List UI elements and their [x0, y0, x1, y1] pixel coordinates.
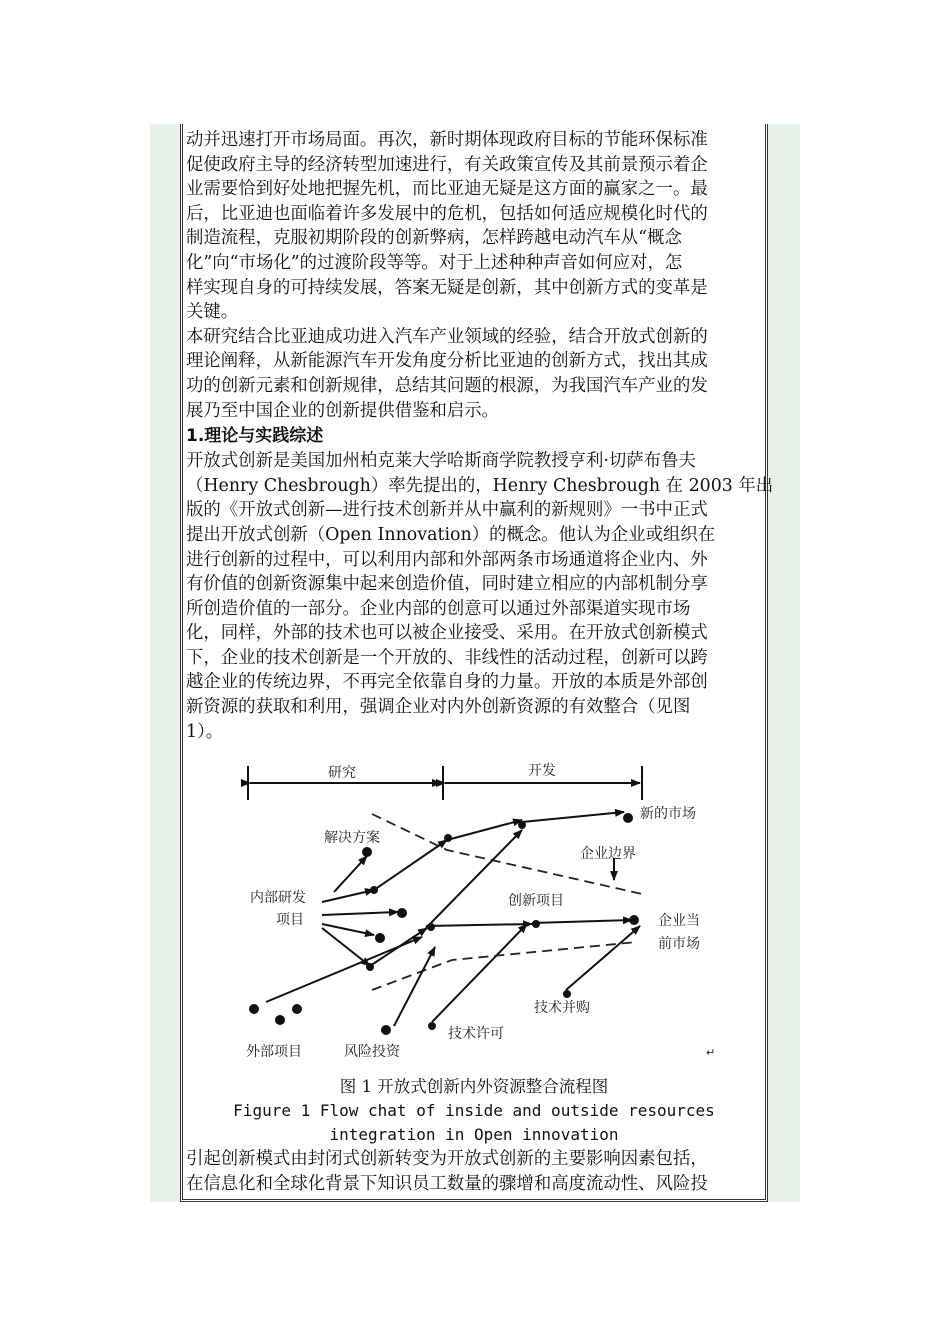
label-internal-rd-project: 项目	[276, 912, 304, 929]
label-current-market-2: 前市场	[658, 936, 700, 953]
label-internal-rd: 内部研发	[250, 890, 306, 907]
text-line: 促使政府主导的经济转型加速进行，有关政策宣传及其前景预示着企	[186, 154, 708, 175]
figure-caption-cn: 图 1 开放式创新内外资源整合流程图	[339, 1077, 609, 1097]
figure-caption-en-2: integration in Open innovation	[329, 1125, 619, 1145]
figure-open-innovation-flow	[212, 752, 738, 1064]
flow-arrows	[266, 812, 640, 1026]
paragraph-4	[186, 1147, 762, 1196]
section-heading: 1.理论与实践综述	[186, 426, 324, 447]
label-solution: 解决方案	[324, 830, 380, 847]
text-line: 后，比亚迪也面临着许多发展中的危机，包括如何适应规模化时代的	[186, 203, 708, 224]
document-body	[186, 128, 774, 1196]
label-new-market: 新的市场	[640, 806, 696, 823]
label-tech-license: 技术许可	[448, 1026, 504, 1043]
text-line: 有价值的创新资源集中起来创造价值，同时建立相应的内部机制分享	[186, 574, 708, 595]
figure-caption-en-1: Figure 1 Flow chat of inside and outside resources	[233, 1101, 715, 1121]
firm-boundary-lines	[372, 814, 642, 990]
label-tech-acquisition: 技术并购	[534, 1000, 590, 1017]
paragraph-2	[186, 325, 762, 423]
text-line: 化”向“市场化”的过渡阶段等等。对于上述种种声音如何应对，怎	[186, 252, 683, 273]
text-line: 新资源的获取和利用，强调企业对内外创新资源的有效整合（见图	[186, 697, 691, 718]
text-line: 1）。	[186, 721, 224, 742]
text-line: 开放式创新是美国加州柏克莱大学哈斯商学院教授亨利·切萨布鲁夫	[186, 451, 696, 472]
return-mark-icon: ↵	[706, 1046, 716, 1060]
label-venture-investment: 风险投资	[344, 1044, 400, 1061]
text-line: 展乃至中国企业的创新提供借鉴和启示。	[186, 400, 500, 421]
text-line: 功的创新元素和创新规律，总结其问题的根源，为我国汽车产业的发	[186, 375, 708, 396]
flow-diagram	[212, 752, 738, 1064]
paragraph-1	[186, 128, 762, 325]
text-line: 提出开放式创新（Open Innovation）的概念。他认为企业或组织在	[186, 524, 716, 545]
label-firm-boundary: 企业边界	[580, 846, 636, 863]
text-line: 样实现自身的可持续发展，答案无疑是创新，其中创新方式的变革是	[186, 277, 708, 298]
text-line: 化，同样，外部的技术也可以被企业接受、采用。在开放式创新模式	[186, 623, 708, 644]
text-line: 所创造价值的一部分。企业内部的创意可以通过外部渠道实现市场	[186, 598, 691, 619]
label-development: 开发	[528, 763, 556, 780]
text-line: （Henry Chesbrough）率先提出的，Henry Chesbrough 在 2003 年出	[186, 475, 774, 496]
text-line: 版的《开放式创新—进行技术创新并从中赢利的新规则》一书中正式	[186, 500, 708, 521]
text-line: 关键。	[186, 302, 239, 323]
label-external-project: 外部项目	[246, 1044, 302, 1061]
phase-scale	[248, 766, 642, 800]
text-line: 制造流程，克服初期阶段的创新弊病，怎样跨越电动汽车从“概念	[186, 228, 682, 249]
paragraph-3	[186, 449, 774, 744]
label-current-market: 企业当	[658, 913, 700, 930]
text-line: 动并迅速打开市场局面。再次，新时期体现政府目标的节能环保标准	[186, 130, 708, 150]
text-line: 理论阐释，从新能源汽车开发角度分析比亚迪的创新方式，找出其成	[186, 351, 708, 372]
text-line: 下，企业的技术创新是一个开放的、非线性的活动过程，创新可以跨	[186, 647, 708, 668]
label-research: 研究	[328, 765, 356, 782]
text-line: 越企业的传统边界，不再完全依靠自身的力量。开放的本质是外部创	[186, 672, 708, 693]
label-innovation-project: 创新项目	[508, 893, 564, 910]
text-line: 进行创新的过程中，可以利用内部和外部两条市场通道将企业内、外	[186, 549, 708, 570]
text-line: 引起创新模式由封闭式创新转变为开放式创新的主要影响因素包括，	[186, 1149, 708, 1170]
text-line: 在信息化和全球化背景下知识员工数量的骤增和高度流动性、风险投	[186, 1173, 708, 1194]
text-line: 业需要恰到好处地把握先机，而比亚迪无疑是这方面的赢家之一。最	[186, 179, 708, 200]
text-line: 本研究结合比亚迪成功进入汽车产业领域的经验，结合开放式创新的	[186, 326, 708, 347]
